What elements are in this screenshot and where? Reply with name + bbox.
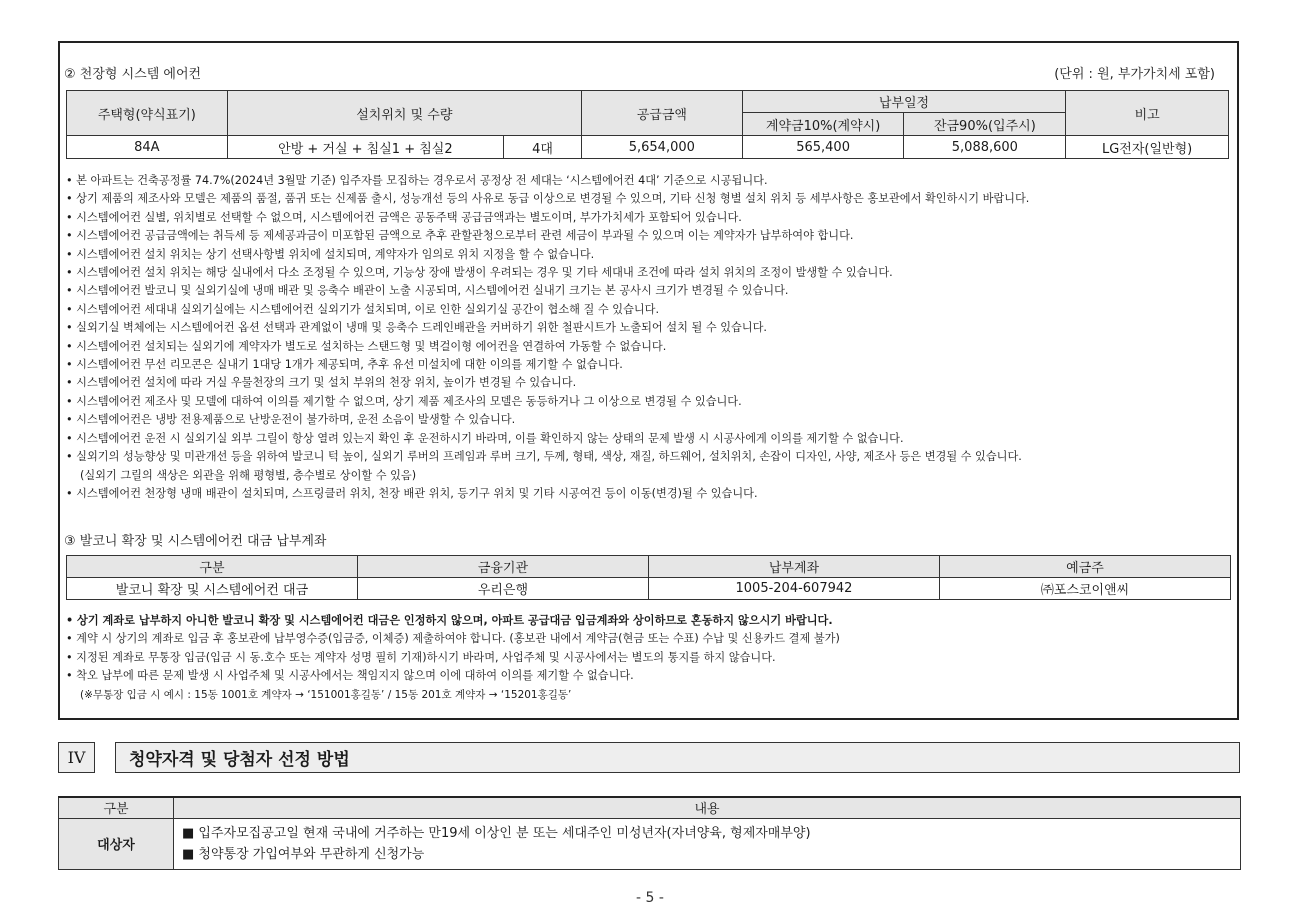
note-item: • 시스템에어컨 실별, 위치별로 선택할 수 없으며, 시스템에어컨 금액은 공동주택 공급금액과는 별도이며, 부가가치세가 포함되어 있습니다. [66,210,742,224]
th-location-qty: 설치위치 및 수량 [227,91,581,136]
eligibility-content [174,818,1241,869]
note-item: • 시스템에어컨 설치 위치는 상기 선택사항별 위치에 설치되며, 계약자가 임의로 위치 지정을 할 수 없습니다. [66,247,595,261]
eligibility-label: 대상자 [59,818,174,869]
content-frame [58,41,1239,720]
note-item: • 실외기실 벽체에는 시스템에어컨 옵션 선택과 관계없이 냉매 및 응축수 드레인배관을 커버하기 위한 철판시트가 노출되어 설치 될 수 있습니다. [66,321,767,335]
note-item: • 시스템에어컨 설치에 따라 거실 우물천장의 크기 및 설치 부위의 천장 위치, 높이가 변경될 수 있습니다. [66,376,577,390]
cell-qty: 4대 [504,136,582,159]
cell-deposit: 565,400 [742,136,904,159]
section-title-ceiling-aircon: ② 천장형 시스템 에어컨 [64,67,202,82]
note-item: • 시스템에어컨 운전 시 실외기실 외부 그릴이 항상 열려 있는지 확인 후 운전하시기 바라며, 이를 확인하지 않는 상태의 문제 발생 시 시공사에게 이의를 제기할 수 없습니다. [66,431,904,445]
note-item: • 시스템에어컨 천장형 냉매 배관이 설치되며, 스프링클러 위치, 천장 배관 위치, 등기구 위치 및 기타 시공여건 등이 이동(변경)될 수 있습니다. [66,486,758,500]
payment-account-table [66,555,1231,600]
eligibility-item: ■ 청약통장 가입여부와 무관하게 신청가능 [182,846,425,862]
aircon-price-table [66,90,1229,159]
aircon-notes-list [66,172,1029,503]
cell-location: 안방 + 거실 + 침실1 + 침실2 [227,136,503,159]
unit-note: (단위 : 원, 부가가치세 포함) [1054,67,1215,82]
note-item: • 계약 시 상기의 계좌로 입금 후 홍보관에 납부영수증(입금증, 이체증) 제출하여야 합니다. (홍보관 내에서 계약금(현금 또는 수표) 수납 및 신용카드 결제 불가) [66,632,840,646]
note-item: • 착오 납부에 따른 문제 발생 시 사업주체 및 시공사에서는 책임지지 않으며 이에 대하여 이의를 제기할 수 없습니다. [66,669,634,683]
section-title-payment-account: ③ 발코니 확장 및 시스템에어컨 대금 납부계좌 [64,534,327,549]
note-item: • 상기 제품의 제조사와 모델은 제품의 품절, 품귀 또는 신제품 출시, 성능개선 등의 사유로 동급 이상으로 변경될 수 있으며, 기타 신청 형별 설치 위치 등 세부사항은 홍보관에서 확인하시기 바랍니다. [66,192,1030,206]
note-item: • 시스템에어컨 발코니 및 실외기실에 냉매 배관 및 응축수 배관이 노출 시공되며, 시스템에어컨 실내기 크기는 본 공사시 크기가 변경될 수 있습니다. [66,284,789,298]
eligibility-table [58,796,1241,870]
th-house-type: 주택형(약식표기) [67,91,228,136]
cell-remarks: LG전자(일반형) [1066,136,1229,159]
th-balance: 잔금90%(입주시) [904,113,1066,136]
note-item: • 시스템에어컨 무선 리모콘은 실내기 1대당 1개가 제공되며, 추후 유선 미설치에 대한 이의를 제기할 수 없습니다. [66,358,623,372]
cell-supply-amount: 5,654,000 [581,136,742,159]
th-bank: 금융기관 [357,556,648,578]
note-item: • 시스템에어컨 제조사 및 모델에 대하여 이의를 제기할 수 없으며, 상기 제품 제조사의 모델은 동등하거나 그 이상으로 변경될 수 있습니다. [66,394,742,408]
th-deposit: 계약금10%(계약시) [742,113,904,136]
payment-notes-list [66,612,840,704]
note-item: • 실외기의 성능향상 및 미관개선 등을 위하여 발코니 턱 높이, 실외기 루버의 프레임과 루버 크기, 두께, 형태, 색상, 재질, 하드웨어, 설치위치, 손잡이 디자인, 사양, 제조사 등은 변경될 수 있습니다. [66,450,1022,464]
th-supply-amount: 공급금액 [581,91,742,136]
cell-account: 1005-204-607942 [648,578,939,600]
note-item: • 본 아파트는 건축공정률 74.7%(2024년 3월말 기준) 입주자를 모집하는 경우로서 공정상 전 세대는 ‘시스템에어컨 4대’ 기준으로 시공됩니다. [66,174,768,187]
th-account: 납부계좌 [648,556,939,578]
th-holder: 예금주 [940,556,1231,578]
th-content: 내용 [174,797,1241,818]
note-item: • 시스템에어컨 공급금액에는 취득세 등 제세공과금이 미포함된 금액으로 추후 관할관청으로부터 관련 세금이 부과될 수 있으며 이는 계약자가 납부하여야 합니다. [66,229,854,243]
eligibility-item: ■ 입주자모집공고일 현재 국내에 거주하는 만19세 이상인 분 또는 세대주인 미성년자(자녀양육, 형제자매부양) [182,825,811,841]
note-item: • 시스템에어컨은 냉방 전용제품으로 난방운전이 불가하며, 운전 소음이 발생할 수 있습니다. [66,413,516,427]
note-item-sub: (실외기 그릴의 색상은 외관을 위해 평형별, 층수별로 상이할 수 있음) [80,468,417,482]
cell-bank: 우리은행 [357,578,648,600]
chapter-number: IV [58,742,95,773]
chapter-title: 청약자격 및 당첨자 선정 방법 [115,742,1240,773]
note-item-sub: (※무통장 입금 시 예시 : 15동 1001호 계약자 → ‘151001홍길동’ / 15동 201호 계약자 → ‘15201홍길동’ [80,688,572,701]
note-item-emphasis: • 상기 계좌로 납부하지 아니한 발코니 확장 및 시스템에어컨 대금은 인정하지 않으며, 아파트 공급대금 입금계좌와 상이하므로 혼동하지 않으시기 바랍니다. [66,614,833,627]
note-item: • 지정된 계좌로 무통장 입금(입금 시 동.호수 또는 계약자 성명 필히 기재)하시기 바라며, 사업주체 및 시공사에서는 별도의 통지를 하지 않습니다. [66,650,776,664]
th-remarks: 비고 [1066,91,1229,136]
cell-balance: 5,088,600 [904,136,1066,159]
th-category: 구분 [59,797,174,818]
cell-holder: ㈜포스코이앤씨 [940,578,1231,600]
note-item: • 시스템에어컨 세대내 실외기실에는 시스템에어컨 실외기가 설치되며, 이로 인한 실외기실 공간이 협소해 질 수 있습니다. [66,302,660,316]
note-item: • 시스템에어컨 설치 위치는 해당 실내에서 다소 조정될 수 있으며, 기능상 장애 발생이 우려되는 경우 및 기타 세대내 조건에 따라 설치 위치의 조정이 발생할 수 있습니다. [66,266,893,280]
th-category: 구분 [67,556,358,578]
note-item: • 시스템에어컨 설치되는 실외기에 계약자가 별도로 설치하는 스탠드형 및 벽걸이형 에어컨을 연결하여 가동할 수 없습니다. [66,339,667,353]
cell-category: 발코니 확장 및 시스템에어컨 대금 [67,578,358,600]
page-number: - 5 - [636,890,664,906]
cell-house-type: 84A [67,136,228,159]
th-payment-schedule: 납부일정 [742,91,1066,113]
